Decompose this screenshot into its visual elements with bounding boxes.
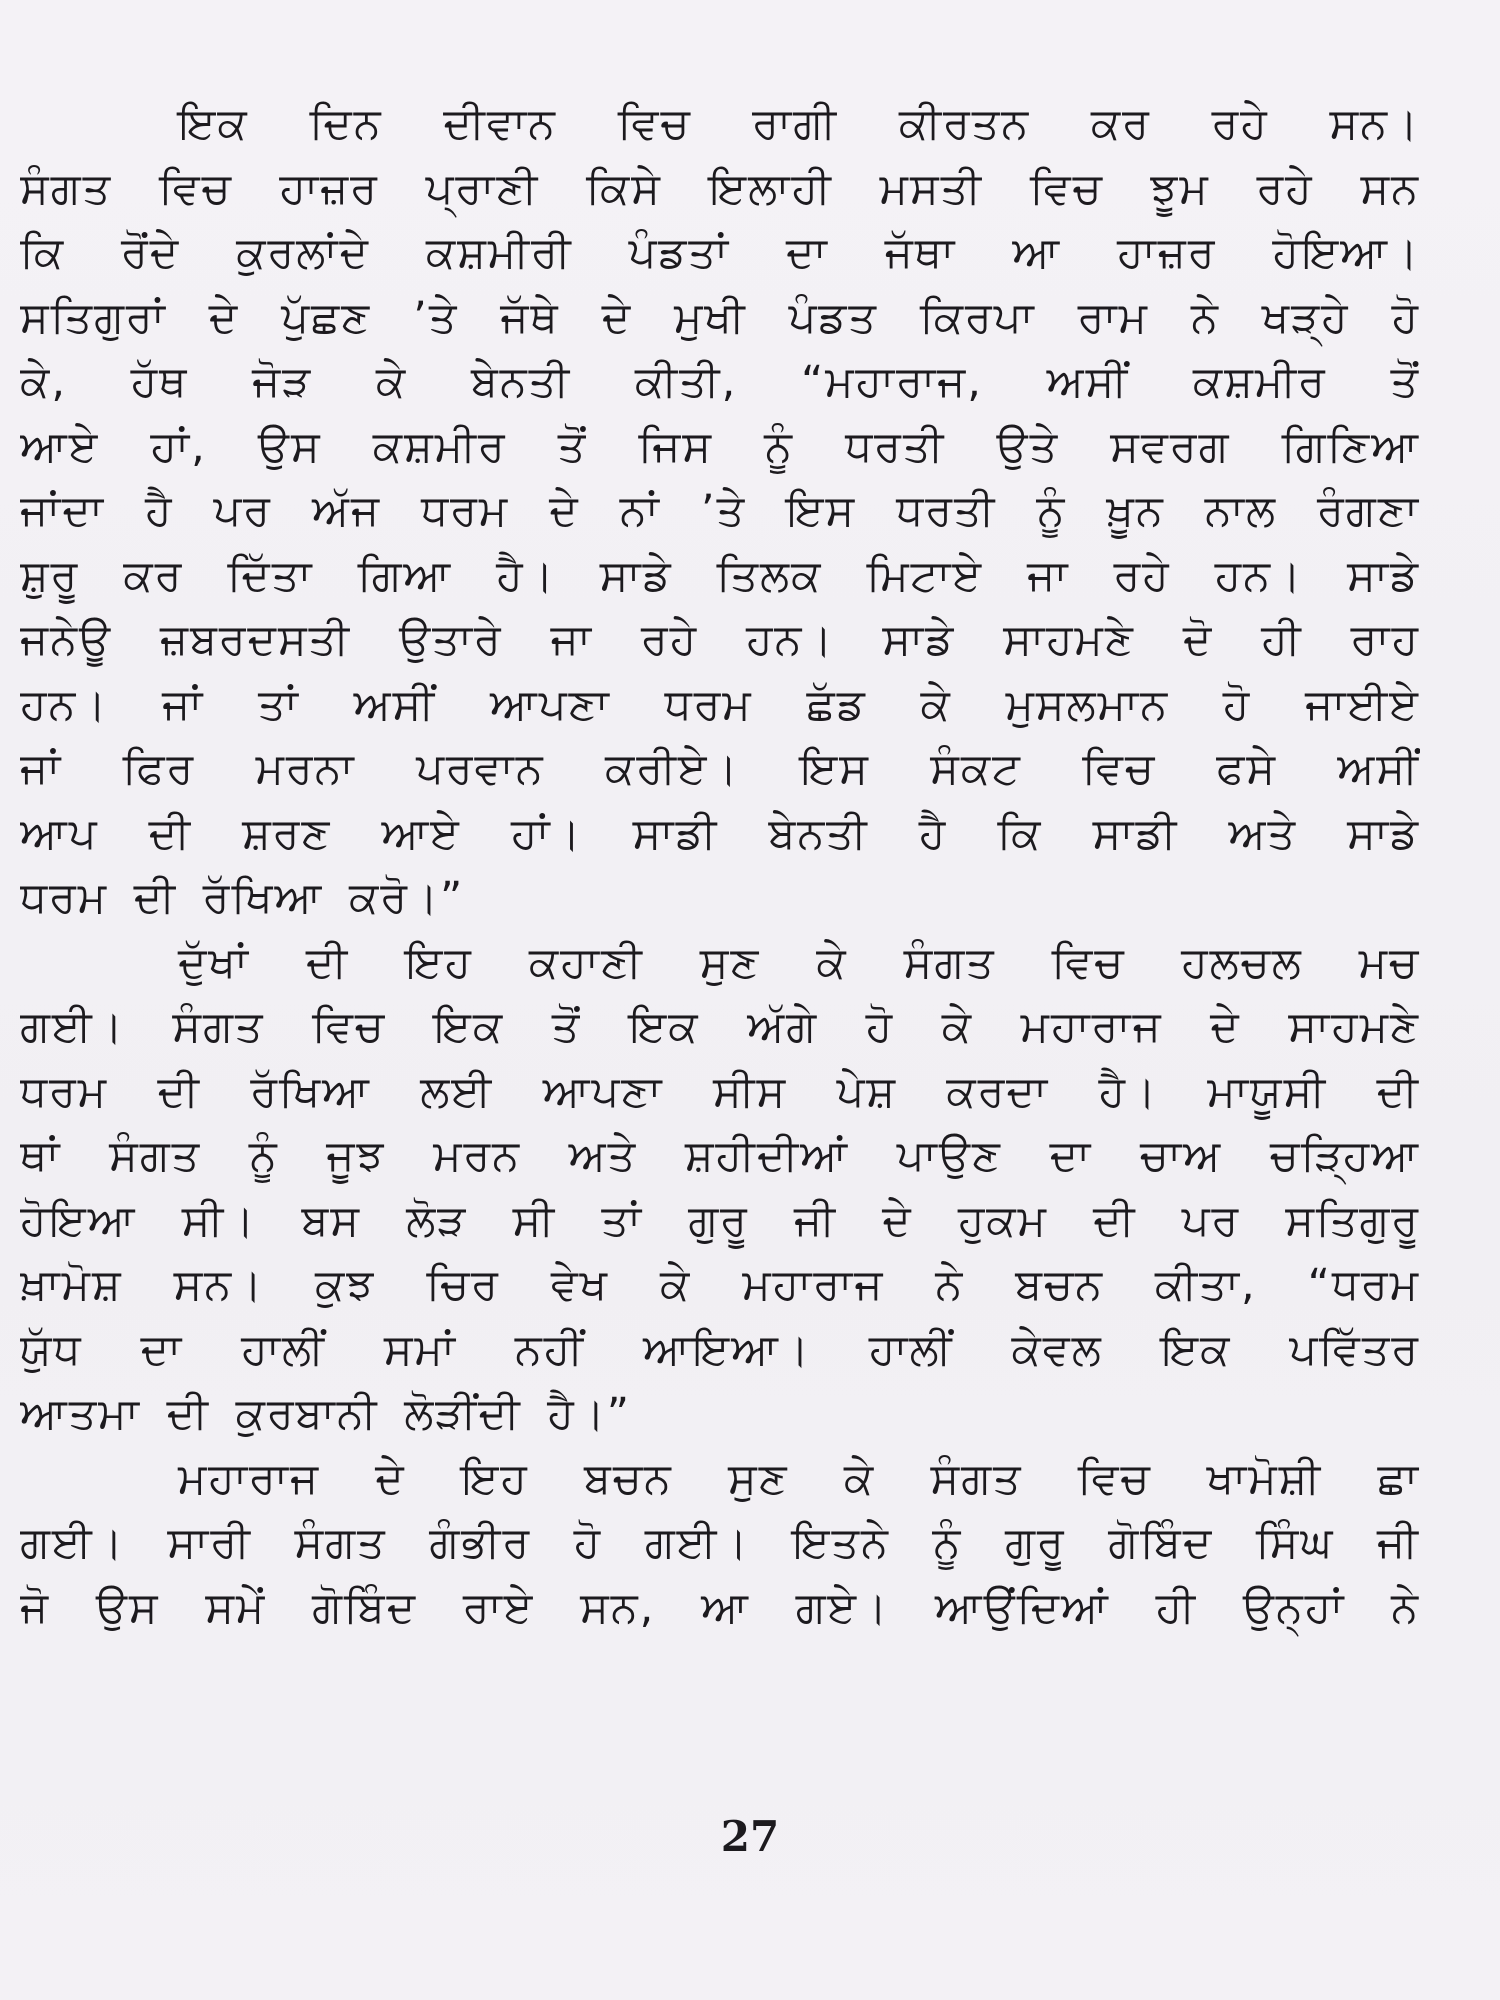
text-line: ਆਪ ਦੀ ਸ਼ਰਣ ਆਏ ਹਾਂ। ਸਾਡੀ ਬੇਨਤੀ ਹੈ ਕਿ ਸਾਡੀ ਅਤੇ ਸਾਡੇ [20,808,1420,859]
text-line: ਜਨੇਊ ਜ਼ਬਰਦਸਤੀ ਉਤਾਰੇ ਜਾ ਰਹੇ ਹਨ। ਸਾਡੇ ਸਾਹਮਣੇ ਦੋ ਹੀ ਰਾਹ [20,615,1420,665]
text-line: ਧਰਮ ਦੀ ਰੱਖਿਆ ਲਈ ਆਪਣਾ ਸੀਸ ਪੇਸ਼ ਕਰਦਾ ਹੈ। ਮਾਯੂਸੀ ਦੀ [20,1066,1420,1117]
text-line: ਹਨ। ਜਾਂ ਤਾਂ ਅਸੀਂ ਆਪਣਾ ਧਰਮ ਛੱਡ ਕੇ ਮੁਸਲਮਾਨ ਹੋ ਜਾਈਏ [20,679,1420,730]
text-line: ਖ਼ਾਮੋਸ਼ ਸਨ। ਕੁਝ ਚਿਰ ਵੇਖ ਕੇ ਮਹਾਰਾਜ ਨੇ ਬਚਨ ਕੀਤਾ, “ਧਰਮ [20,1260,1420,1310]
text-line: ਜੋ ਉਸ ਸਮੇਂ ਗੋਬਿੰਦ ਰਾਏ ਸਨ, ਆ ਗਏ। ਆਉਂਦਿਆਂ ਹੀ ਉਨ੍ਹਾਂ ਨੇ [20,1582,1420,1633]
text-line: ਹੋਇਆ ਸੀ। ਬਸ ਲੋੜ ਸੀ ਤਾਂ ਗੁਰੂ ਜੀ ਦੇ ਹੁਕਮ ਦੀ ਪਰ ਸਤਿਗੁਰੂ [20,1195,1420,1246]
text-line: ਕਿ ਰੋਂਦੇ ਕੁਰਲਾਂਦੇ ਕਸ਼ਮੀਰੀ ਪੰਡਤਾਂ ਦਾ ਜੱਥਾ ਆ ਹਾਜ਼ਰ ਹੋਇਆ। [20,228,1420,278]
text-line: ਆਤਮਾ ਦੀ ਕੁਰਬਾਨੀ ਲੋੜੀਂਦੀ ਹੈ।” [20,1389,632,1439]
text-line: ਦੁੱਖਾਂ ਦੀ ਇਹ ਕਹਾਣੀ ਸੁਣ ਕੇ ਸੰਗਤ ਵਿਚ ਹਲਚਲ ਮਚ [178,937,1420,988]
text-line: ਸ਼ੁਰੂ ਕਰ ਦਿੱਤਾ ਗਿਆ ਹੈ। ਸਾਡੇ ਤਿਲਕ ਮਿਟਾਏ ਜਾ ਰਹੇ ਹਨ। ਸਾਡੇ [20,550,1420,601]
text-line: ਜਾਂਦਾ ਹੈ ਪਰ ਅੱਜ ਧਰਮ ਦੇ ਨਾਂ ’ਤੇ ਇਸ ਧਰਤੀ ਨੂੰ ਖ਼ੂਨ ਨਾਲ ਰੰਗਣਾ [20,486,1420,536]
text-line: ਗਈ। ਸੰਗਤ ਵਿਚ ਇਕ ਤੋਂ ਇਕ ਅੱਗੇ ਹੋ ਕੇ ਮਹਾਰਾਜ ਦੇ ਸਾਹਮਣੇ [20,1002,1420,1052]
text-line: ਗਈ। ਸਾਰੀ ਸੰਗਤ ਗੰਭੀਰ ਹੋ ਗਈ। ਇਤਨੇ ਨੂੰ ਗੁਰੂ ਗੋਬਿੰਦ ਸਿੰਘ ਜੀ [20,1518,1420,1568]
body-text [20,92,1420,1640]
text-line: ਸਤਿਗੁਰਾਂ ਦੇ ਪੁੱਛਣ ’ਤੇ ਜੱਥੇ ਦੇ ਮੁਖੀ ਪੰਡਤ ਕਿਰਪਾ ਰਾਮ ਨੇ ਖੜ੍ਹੇ ਹੋ [20,292,1420,343]
text-line: ਇਕ ਦਿਨ ਦੀਵਾਨ ਵਿਚ ਰਾਗੀ ਕੀਰਤਨ ਕਰ ਰਹੇ ਸਨ। [178,99,1420,149]
text-line: ਥਾਂ ਸੰਗਤ ਨੂੰ ਜੂਝ ਮਰਨ ਅਤੇ ਸ਼ਹੀਦੀਆਂ ਪਾਉਣ ਦਾ ਚਾਅ ਚੜ੍ਹਿਆ [20,1131,1420,1181]
text-line: ਯੁੱਧ ਦਾ ਹਾਲੀਂ ਸਮਾਂ ਨਹੀਂ ਆਇਆ। ਹਾਲੀਂ ਕੇਵਲ ਇਕ ਪਵਿੱਤਰ [20,1324,1420,1375]
text-line: ਧਰਮ ਦੀ ਰੱਖਿਆ ਕਰੋ।” [20,873,465,923]
text-line: ਕੇ, ਹੱਥ ਜੋੜ ਕੇ ਬੇਨਤੀ ਕੀਤੀ, “ਮਹਾਰਾਜ, ਅਸੀਂ ਕਸ਼ਮੀਰ ਤੋਂ [20,357,1420,407]
text-line: ਸੰਗਤ ਵਿਚ ਹਾਜ਼ਰ ਪ੍ਰਾਣੀ ਕਿਸੇ ਇਲਾਹੀ ਮਸਤੀ ਵਿਚ ਝੂਮ ਰਹੇ ਸਨ [20,163,1420,214]
page-number: 27 [720,1812,780,1861]
text-line: ਜਾਂ ਫਿਰ ਮਰਨਾ ਪਰਵਾਨ ਕਰੀਏ। ਇਸ ਸੰਕਟ ਵਿਚ ਫਸੇ ਅਸੀਂ [20,744,1420,794]
text-line: ਮਹਾਰਾਜ ਦੇ ਇਹ ਬਚਨ ਸੁਣ ਕੇ ਸੰਗਤ ਵਿਚ ਖਾਮੋਸ਼ੀ ਛਾ [178,1453,1420,1504]
text-line: ਆਏ ਹਾਂ, ਉਸ ਕਸ਼ਮੀਰ ਤੋਂ ਜਿਸ ਨੂੰ ਧਰਤੀ ਉਤੇ ਸਵਰਗ ਗਿਣਿਆ [20,421,1420,472]
